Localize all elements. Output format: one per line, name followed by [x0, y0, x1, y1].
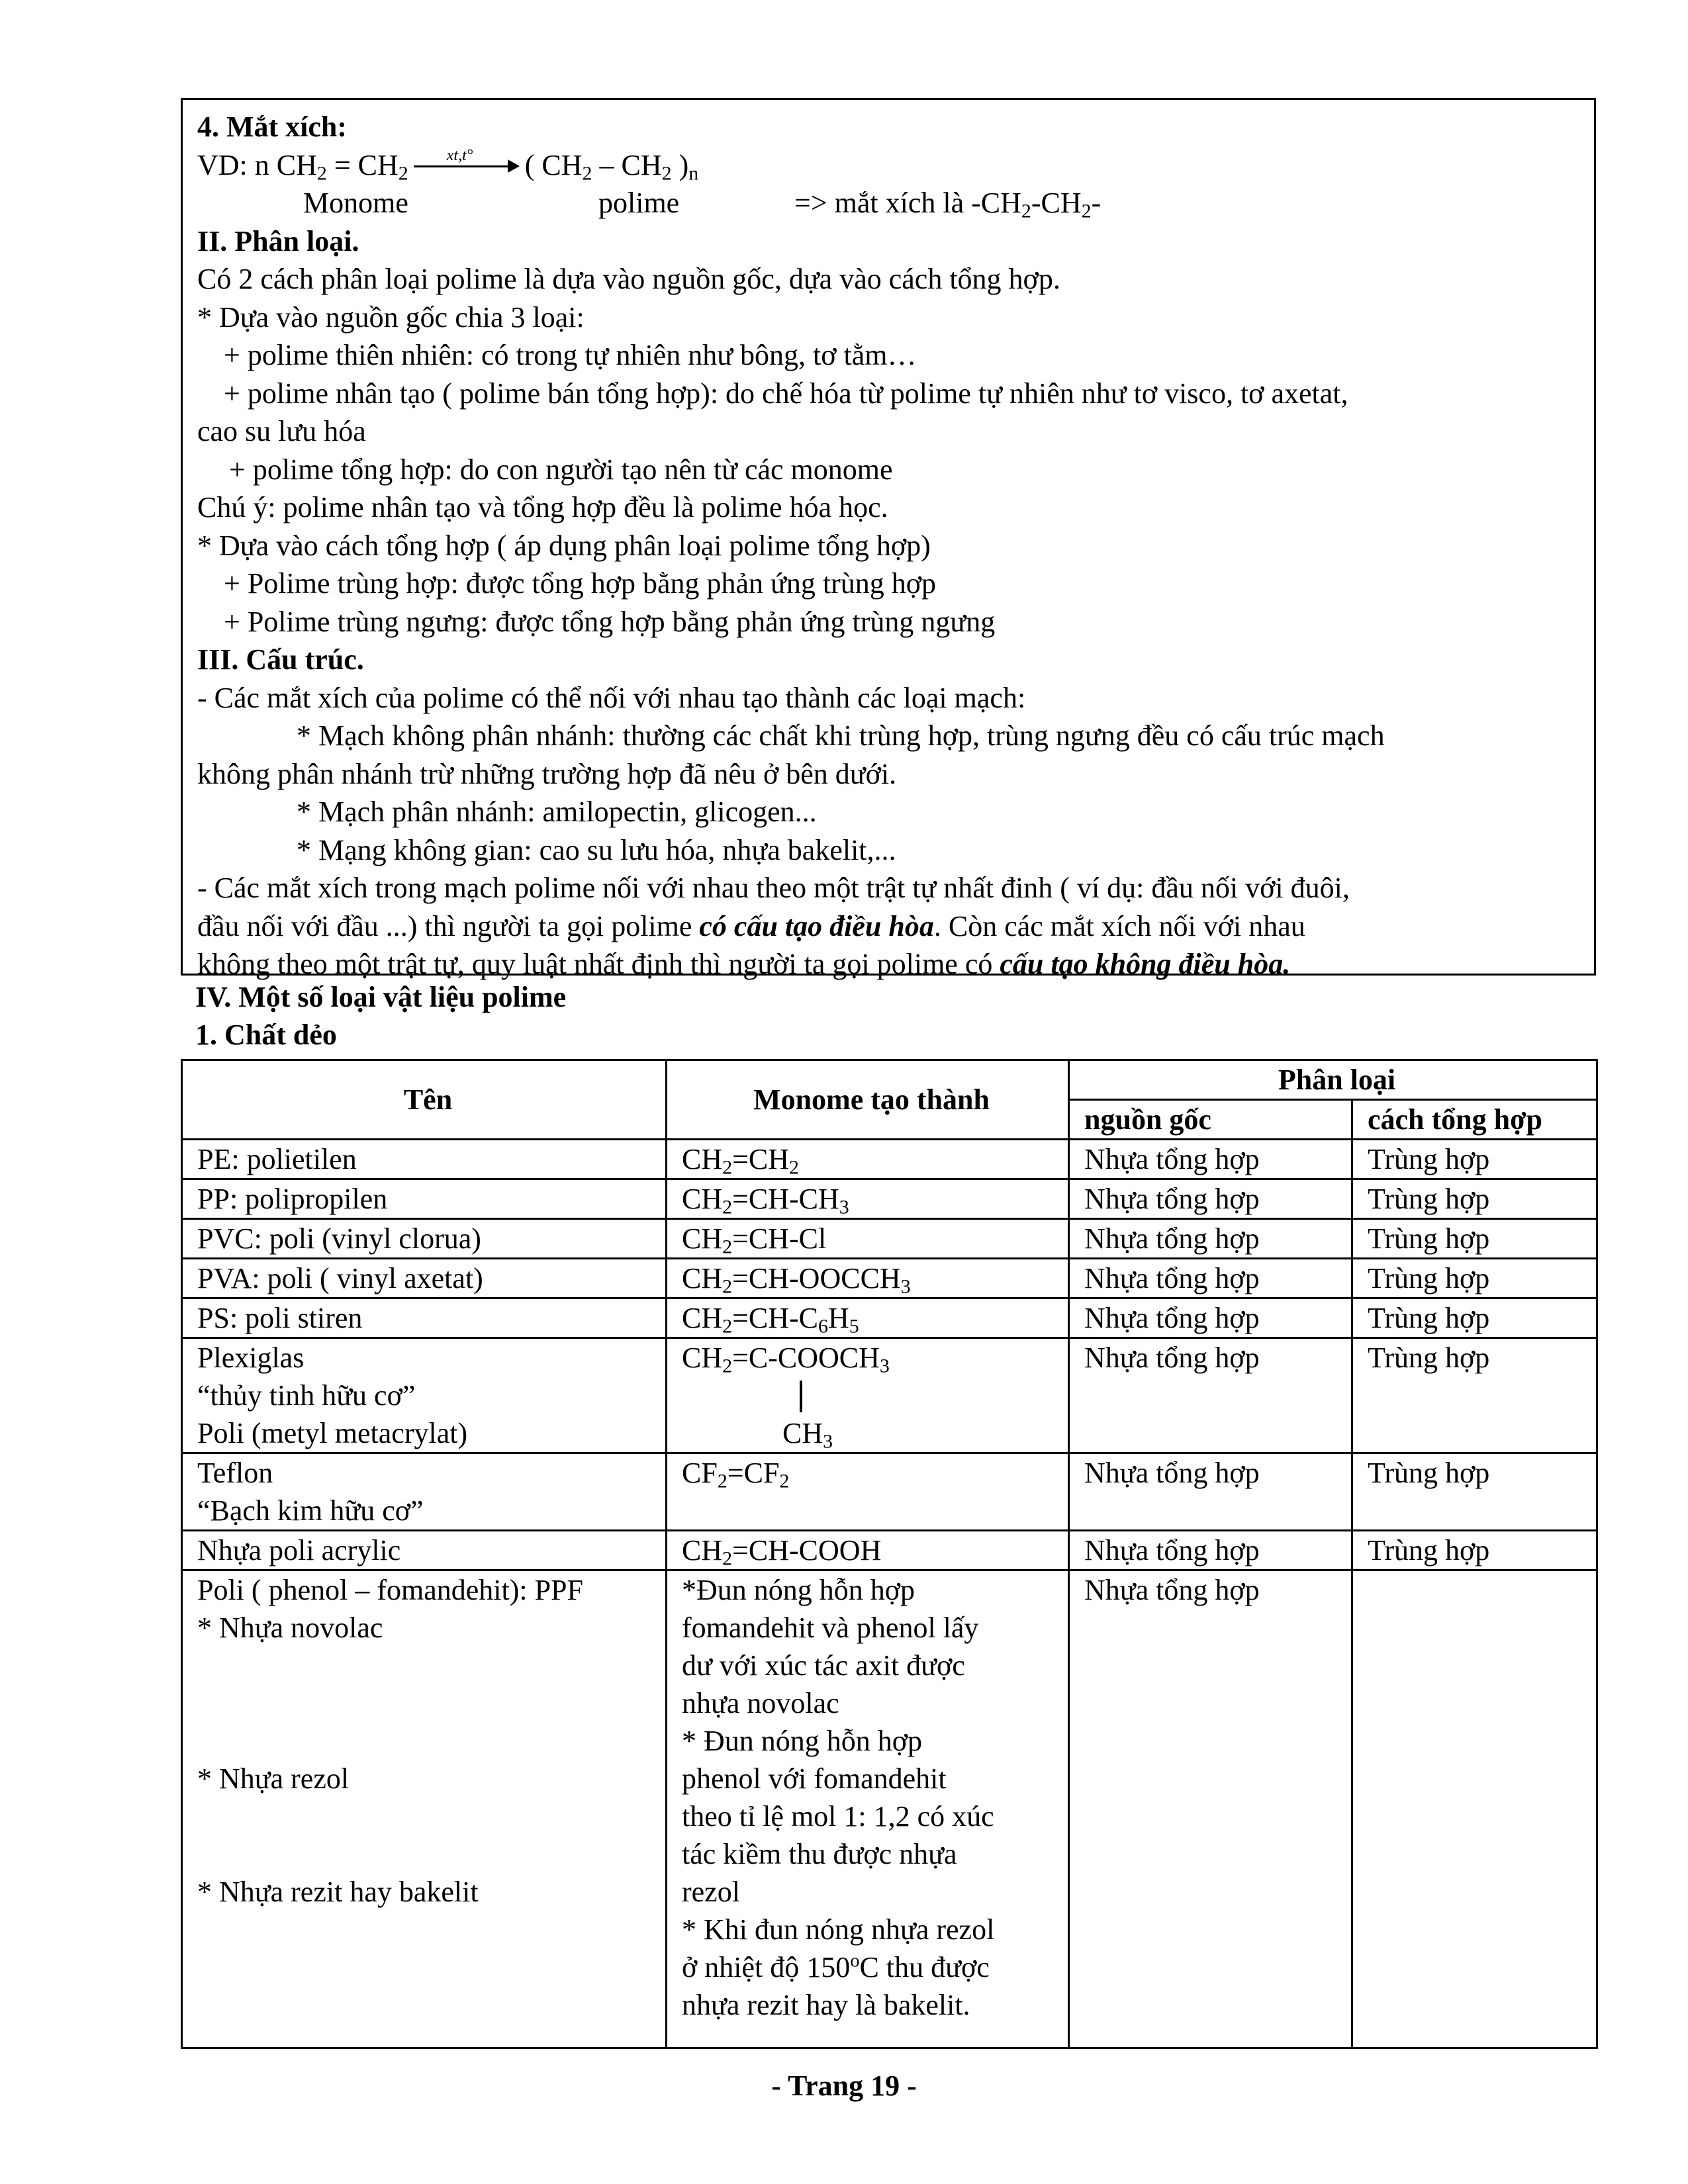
section-iv-heading — [195, 978, 566, 1054]
regularity-line-2: đầu nối với đầu ...) thì người ta gọi polime có cấu tạo điều hòa. Còn các mắt xích nối với nhau — [197, 909, 1305, 942]
table-row — [182, 1219, 1597, 1259]
origin-cell: Nhựa tổng hợp — [1069, 1179, 1352, 1219]
origin-cell: Nhựa tổng hợp — [1069, 1570, 1352, 2048]
polymer-name: Nhựa poli acrylic — [182, 1531, 667, 1570]
synthesis-cell: Trùng hợp — [1352, 1259, 1597, 1298]
section-iii-title: III. Cấu trúc. — [197, 643, 364, 676]
note-line: Chú ý: polime nhân tạo và tổng hợp đều là polime hóa học. — [197, 491, 888, 523]
polime-label: polime — [598, 187, 680, 219]
artificial-polymer-line: + polime nhân tạo ( polime bán tổng hợp): do chế hóa từ polime tự nhiên như tơ visco, tơ axetat, — [224, 377, 1348, 410]
regularity-line-1: - Các mắt xích trong mạch polime nối với nhau theo một trật tự nhất đinh ( ví dụ: đầu nối với đuôi, — [197, 872, 1350, 904]
origin-cell: Nhựa tổng hợp — [1069, 1219, 1352, 1259]
origin-cell: Nhựa tổng hợp — [1069, 1298, 1352, 1338]
table-row-acrylic — [182, 1531, 1597, 1570]
header-origin: nguồn gốc — [1069, 1100, 1352, 1140]
reaction-arrow — [414, 146, 520, 173]
linear-chain-line-cont: không phân nhánh trừ những trường hợp đã nêu ở bên dưới. — [197, 757, 897, 790]
table-row-ppf — [182, 1570, 1597, 2048]
table-row — [182, 1298, 1597, 1338]
monomer-description: *Đun nóng hỗn hợp fomandehit và phenol lấy dư với xúc tác axit được nhựa novolac * Đun nóng hỗn hợp phenol với fomandehit theo tỉ lệ mol 1: 1,2 có xúc tác kiềm thu được nhựa rezol * Khi đun nóng nhựa rezol ở nhiệt độ 150$^o$C thu được nhựa rezit hay là bakelit. — [667, 1570, 1069, 2048]
header-classification: Phân loại — [1069, 1060, 1597, 1100]
monomer-formula: $CH_2=CH$-COOH — [667, 1531, 1069, 1570]
polymer-name: Poli ( phenol – fomandehit): PPF * Nhựa novolac * Nhựa rezol * Nhựa rezit hay bakelit — [182, 1570, 667, 2048]
reaction-equation: VD: n $CH_2 = CH_2$ xt,t° ( $CH_2 - CH_2$ )$_n$ — [197, 146, 1586, 185]
monomer-formula: $CH_2=CH_2$ — [667, 1140, 1069, 1179]
origin-cell: Nhựa tổng hợp — [1069, 1140, 1352, 1179]
polymer-name: Teflon “Bạch kim hữu cơ” — [182, 1453, 667, 1531]
section-iv-title: IV. Một số loại vật liệu polime — [195, 981, 567, 1013]
header-monomer: Monome tạo thành — [667, 1060, 1069, 1140]
network-line: * Mạng không gian: cao su lưu hóa, nhựa bakelit,... — [297, 833, 896, 866]
by-synthesis-heading: * Dựa vào cách tổng hợp ( áp dụng phân loại polime tổng hợp) — [197, 529, 931, 562]
table-row — [182, 1140, 1597, 1179]
origin-cell: Nhựa tổng hợp — [1069, 1259, 1352, 1298]
repeat-unit-result: => mắt xích là $-CH_2-CH_2-$ — [794, 187, 1102, 222]
branch-bond — [682, 1377, 1061, 1414]
synthesis-cell: Trùng hợp — [1352, 1140, 1597, 1179]
monome-label: Monome — [303, 187, 408, 219]
branched-chain-line: * Mạch phân nhánh: amilopectin, glicogen... — [297, 796, 817, 828]
polymer-name: PP: polipropilen — [182, 1179, 667, 1219]
synthetic-polymer-line: + polime tổng hợp: do con người tạo nên từ các monome — [229, 453, 893, 486]
regularity-line-3: không theo một trật tự, quy luật nhất định thì người ta gọi polime có cấu tạo không điều hòa. — [197, 948, 1291, 980]
addition-polymer-line: + Polime trùng hợp: được tổng hợp bằng phản ứng trùng hợp — [224, 567, 937, 600]
polymer-name: PS: poli stiren — [182, 1298, 667, 1338]
polymer-name: PE: polietilen — [182, 1140, 667, 1179]
origin-cell: Nhựa tổng hợp — [1069, 1531, 1352, 1570]
polymer-name: PVA: poli ( vinyl axetat) — [182, 1259, 667, 1298]
header-name: Tên — [182, 1060, 667, 1140]
synthesis-cell: Trùng hợp — [1352, 1338, 1597, 1453]
table-row-teflon — [182, 1453, 1597, 1531]
natural-polymer-line: + polime thiên nhiên: có trong tự nhiên như bông, tơ tằm… — [224, 339, 917, 371]
monomer-formula: $CF_2=CF_2$ — [667, 1453, 1069, 1531]
artificial-polymer-line-cont: cao su lưu hóa — [197, 415, 366, 447]
synthesis-cell: Trùng hợp — [1352, 1219, 1597, 1259]
monomer-formula: $CH_2=CH-Cl$ — [667, 1219, 1069, 1259]
synthesis-cell — [1352, 1570, 1597, 2048]
page-number: - Trang 19 - — [771, 2070, 917, 2102]
monomer-formula: $CH_2=CH-CH_3$ — [667, 1179, 1069, 1219]
polymer-name: PVC: poli (vinyl clorua) — [182, 1219, 667, 1259]
structure-intro: - Các mắt xích của polime có thể nối với nhau tạo thành các loại mạch: — [197, 681, 1026, 714]
section-4-title: 4. Mắt xích: — [197, 111, 348, 143]
synthesis-cell: Trùng hợp — [1352, 1179, 1597, 1219]
classification-intro: Có 2 cách phân loại polime là dựa vào nguồn gốc, dựa vào cách tổng hợp. — [197, 263, 1060, 295]
arrow-condition: xt,t° — [446, 146, 473, 164]
condensation-polymer-line: + Polime trùng ngưng: được tổng hợp bằng phản ứng trùng ngưng — [224, 605, 996, 638]
table-row-plexiglas — [182, 1338, 1597, 1453]
monomer-formula: $CH_2=CH-OOCCH_3$ — [667, 1259, 1069, 1298]
table-row — [182, 1259, 1597, 1298]
section-iv-subtitle: 1. Chất dẻo — [195, 1019, 337, 1051]
synthesis-cell: Trùng hợp — [1352, 1453, 1597, 1531]
linear-chain-line: * Mạch không phân nhánh: thường các chất khi trùng hợp, trùng ngưng đều có cấu trúc mạch — [297, 719, 1385, 752]
reaction-labels — [197, 184, 1586, 222]
origin-cell: Nhựa tổng hợp — [1069, 1453, 1352, 1531]
text-box — [181, 98, 1596, 980]
polymer-name: Plexiglas “thủy tinh hữu cơ” Poli (metyl metacrylat) — [182, 1338, 667, 1453]
monomer-formula: $CH_2=C-COOCH_3$ $CH_3$ — [667, 1338, 1069, 1453]
synthesis-cell: Trùng hợp — [1352, 1531, 1597, 1570]
synthesis-cell: Trùng hợp — [1352, 1298, 1597, 1338]
origin-cell: Nhựa tổng hợp — [1069, 1338, 1352, 1453]
monomer-formula: $CH_2=CH-C_6H_5$ — [667, 1298, 1069, 1338]
by-origin-heading: * Dựa vào nguồn gốc chia 3 loại: — [197, 300, 585, 334]
header-synthesis: cách tổng hợp — [1352, 1100, 1597, 1140]
plastics-table — [181, 1059, 1598, 2049]
table-row — [182, 1179, 1597, 1219]
section-ii-title: II. Phân loại. — [197, 224, 359, 257]
